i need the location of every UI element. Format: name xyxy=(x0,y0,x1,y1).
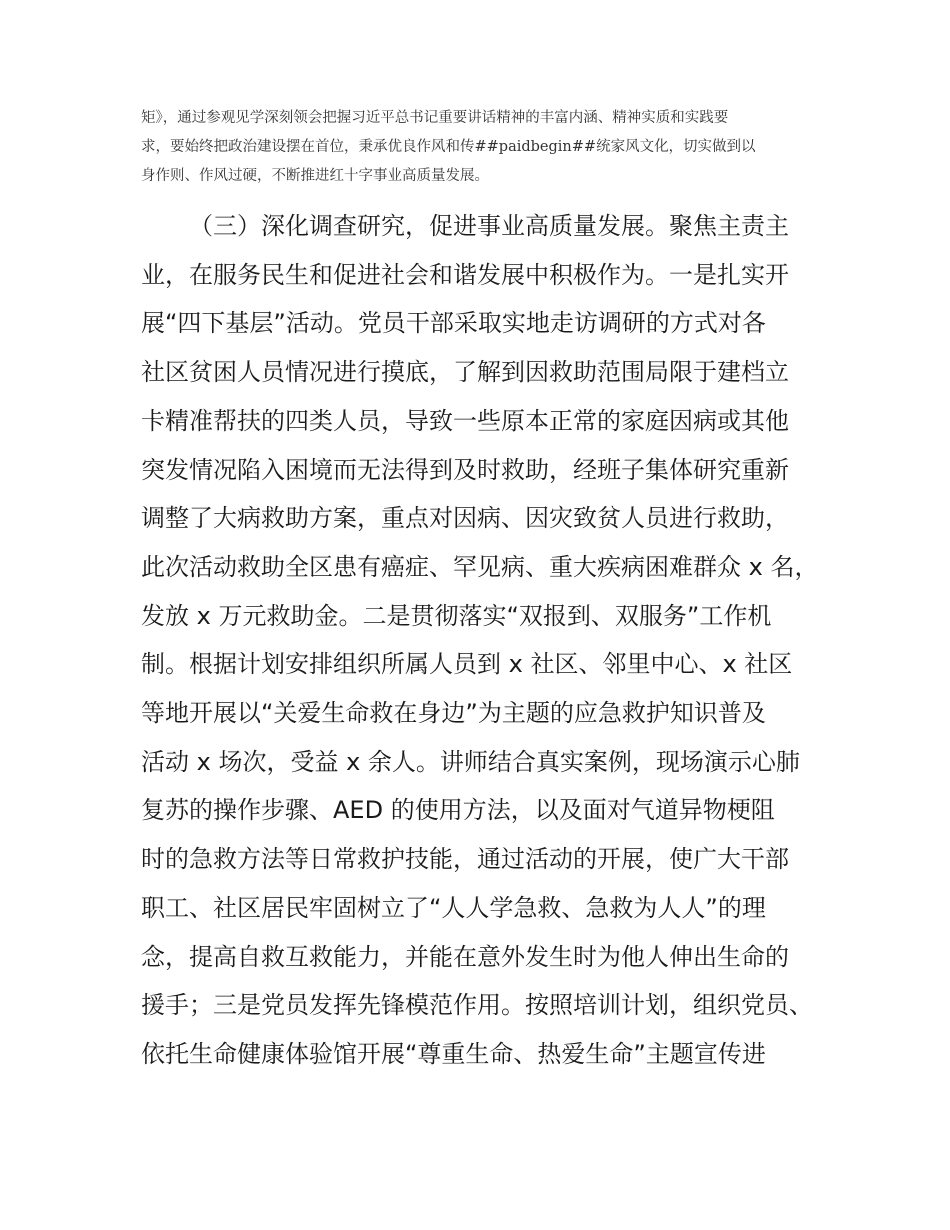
body-line: 援手；三是党员发挥先锋模范作用。按照培训计划，组织党员、 xyxy=(141,991,813,1020)
section-heading-line: （三）深化调查研究，促进事业高质量发展。聚焦主责主 xyxy=(189,212,789,240)
body-line: 制。根据计划安排组织所属人员到 x 社区、邻里中心、x 社区 xyxy=(141,650,793,679)
body-line: 卡精准帮扶的四类人员，导致一些原本正常的家庭因病或其他 xyxy=(141,406,789,435)
intro-line: 身作则、作风过硬，不断推进红十字事业高质量发展。 xyxy=(141,168,489,184)
body-line: 时的急救方法等日常救护技能，通过活动的开展，使广大干部 xyxy=(141,845,789,874)
body-line: 展“四下基层”活动。党员干部采取实地走访调研的方式对各 xyxy=(141,309,766,338)
body-line: 业，在服务民生和促进社会和谐发展中积极作为。一是扎实开 xyxy=(141,260,789,289)
body-line: 活动 x 场次，受益 x 余人。讲师结合真实案例，现场演示心肺 xyxy=(141,747,800,776)
body-line: 突发情况陷入困境而无法得到及时救助，经班子集体研究重新 xyxy=(141,455,789,484)
intro-paragraph xyxy=(141,104,821,191)
body-line: 职工、社区居民牢固树立了“人人学急救、急救为人人”的理 xyxy=(141,893,766,922)
intro-line: 求，要始终把政治建设摆在首位，秉承优良作风和传##paidbegin##统家风文化，切实做到以 xyxy=(141,139,756,155)
body-line: 复苏的操作步骤、AED 的使用方法，以及面对气道异物梗阻 xyxy=(141,796,775,825)
body-line: 此次活动救助全区患有癌症、罕见病、重大疾病困难群众 x 名， xyxy=(141,552,819,581)
body-line: 依托生命健康体验馆开展“尊重生命、热爱生命”主题宣传进 xyxy=(141,1039,766,1068)
intro-line: 矩》，通过参观见学深刻领会把握习近平总书记重要讲话精神的丰富内涵、精神实质和实践要 xyxy=(141,110,729,126)
body-line: 等地开展以“关爱生命救在身边”为主题的应急救护知识普及 xyxy=(141,699,766,728)
body-line: 社区贫困人员情况进行摸底，了解到因救助范围局限于建档立 xyxy=(141,358,789,387)
section-three-paragraph xyxy=(141,202,841,1079)
body-line: 念，提高自救互救能力，并能在意外发生时为他人伸出生命的 xyxy=(141,942,789,971)
body-line: 发放 x 万元救助金。二是贯彻落实“双报到、双服务”工作机 xyxy=(141,601,772,630)
body-line: 调整了大病救助方案，重点对因病、因灾致贫人员进行救助， xyxy=(141,504,789,533)
